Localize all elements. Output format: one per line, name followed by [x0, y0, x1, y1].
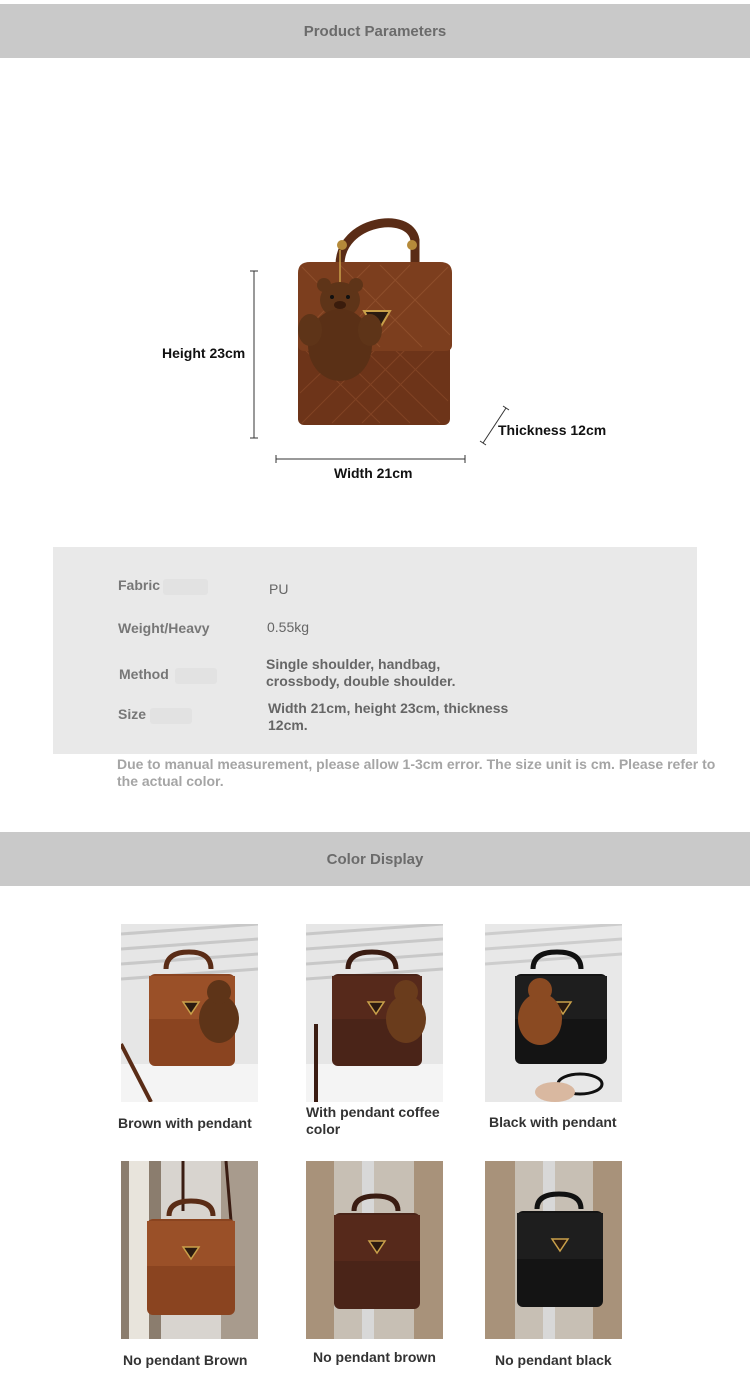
- product-parameters-banner: [0, 4, 750, 58]
- caption-brown-with-pendant: Brown with pendant: [118, 1115, 252, 1131]
- width-label: Width 21cm: [334, 465, 413, 481]
- caption-brown-no-pendant: No pendant Brown: [123, 1352, 248, 1368]
- caption-black-with-pendant: Black with pendant: [489, 1114, 617, 1130]
- thumb-brown-no-pendant[interactable]: [121, 1161, 258, 1339]
- height-label: Height 23cm: [162, 345, 246, 361]
- color-display-title: Color Display: [326, 850, 424, 868]
- caption-coffee-with-pendant: With pendant coffee color: [306, 1104, 440, 1137]
- weight-label: Weight/Heavy: [118, 620, 210, 636]
- blurred-text: [175, 668, 217, 684]
- thumb-coffee-with-pendant[interactable]: [306, 924, 443, 1102]
- size-label: Size: [118, 706, 147, 722]
- thumb-black-no-pendant[interactable]: [485, 1161, 622, 1339]
- thickness-label: Thickness 12cm: [498, 422, 607, 438]
- blurred-text: [163, 579, 208, 595]
- fabric-label: Fabric: [118, 577, 161, 593]
- main-bag-image: [240, 205, 620, 480]
- method-label: Method: [119, 666, 169, 682]
- blurred-text: [150, 708, 192, 724]
- weight-value: 0.55kg: [267, 619, 310, 635]
- caption-black-no-pendant: No pendant black: [495, 1352, 612, 1368]
- method-value: Single shoulder, handbag, crossbody, double shoulder.: [266, 656, 456, 689]
- thumb-coffee-no-pendant[interactable]: [306, 1161, 443, 1339]
- measurement-note: Due to manual measurement, please allow 1-3cm error. The size unit is cm. Please refer to the actual color.: [117, 756, 716, 789]
- fabric-value: PU: [269, 581, 289, 597]
- specs-table: [53, 547, 697, 754]
- size-value: Width 21cm, height 23cm, thickness 12cm.: [268, 700, 509, 733]
- caption-coffee-no-pendant: No pendant brown: [313, 1349, 436, 1365]
- color-display-banner: [0, 832, 750, 886]
- product-parameters-title: Product Parameters: [303, 22, 447, 40]
- thumb-brown-with-pendant[interactable]: [121, 924, 258, 1102]
- thumb-black-with-pendant[interactable]: [485, 924, 622, 1102]
